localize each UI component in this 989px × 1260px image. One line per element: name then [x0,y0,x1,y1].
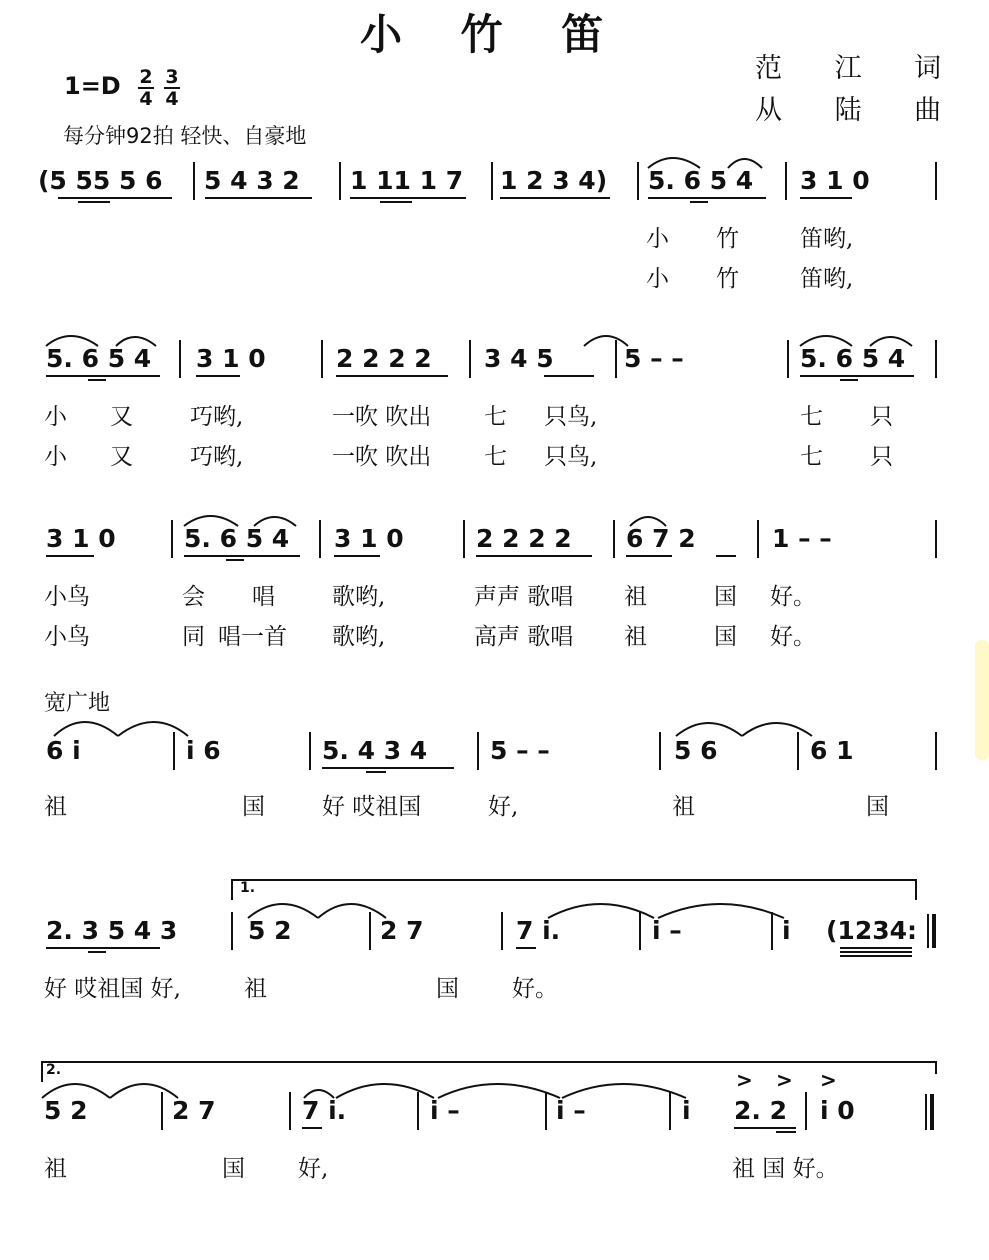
paper-stain [975,640,989,760]
lyric-s4-c: 好 哎祖国 [322,794,422,820]
lyric-s6-b: 国 [222,1156,245,1182]
measure-26-notes: 5 2 [248,916,292,945]
measure-11-notes: 5 – – [624,344,684,373]
lyric-s3-v2-g: 国 [714,624,737,650]
lyric-s3-v2-h: 好。 [770,624,816,650]
lyric-s4-a: 祖 [44,794,67,820]
lyric-s3-v1-e: 声声 歌唱 [474,584,574,610]
lyric-s1-v1-b: 竹 [716,226,739,252]
measure-18-notes: 1 – – [772,524,832,553]
lyric-s2-v2-f: 只鸟, [544,444,598,470]
lyric-s3-v1-a: 小鸟 [44,584,90,610]
lyric-s3-v1-h: 好。 [770,584,816,610]
lyric-s4-f: 国 [866,794,889,820]
lyric-s6-c: 好, [298,1156,329,1182]
measure-23-notes: 5 6 [674,736,718,765]
measure-29-notes: i – [652,916,682,945]
measure-2-notes: 5 4 3 2 [204,166,300,195]
lyric-s4-e: 祖 [672,794,695,820]
measure-36-notes: i [682,1096,691,1125]
lyric-s2-v1-d: 一吹 吹出 [332,404,432,430]
measure-12-notes: 5. 6 5 4 [800,344,906,373]
lyric-s2-v2-h: 只 [870,444,893,470]
lyric-s1-v2-a: 小 [646,266,669,292]
accent-mark-3: > [820,1068,837,1092]
lyric-s3-v1-d: 歌哟, [332,584,386,610]
measure-4-notes: 1 2 3 4) [500,166,608,195]
accent-mark-1: > [736,1068,753,1092]
lyric-s4-d: 好, [488,794,519,820]
composer-credit: 从 陆 曲 [755,95,964,126]
measure-22-notes: 5 – – [490,736,550,765]
meter1-top: 2 [139,66,153,88]
measure-21-notes: 5. 4 3 4 [322,736,428,765]
lyric-s2-v1-h: 只 [870,404,893,430]
measure-24-notes: 6 1 [810,736,854,765]
measure-37-notes: i 0 [820,1096,855,1125]
measure-3-notes: 1 11 1 7 [350,166,464,195]
measure-15-notes: 3 1 0 [334,524,404,553]
measure-34-notes: i – [430,1096,460,1125]
lyric-s2-v2-c: 巧哟, [190,444,244,470]
expression-marking: 宽广地 [44,691,111,716]
lyric-s1-v2-b: 竹 [716,266,739,292]
meter1-bottom: 4 [139,88,153,110]
lyric-s2-v2-d: 一吹 吹出 [332,444,432,470]
lyric-s2-v2-e: 七 [484,444,507,470]
measure-19-notes: 6 i [46,736,81,765]
lyric-s3-v1-g: 国 [714,584,737,610]
lyric-s3-v1-c: 唱 [252,584,275,610]
repeat-phrase: (1234: [826,916,918,945]
meter2-bottom: 4 [165,88,179,110]
lyric-s3-v2-e: 高声 歌唱 [474,624,574,650]
lyric-s2-v1-c: 巧哟, [190,404,244,430]
measure-28-notes: 7 i. [516,916,561,945]
lyric-s2-v1-g: 七 [800,404,823,430]
measure-25-notes: 2. 3 5 4 3 [46,916,178,945]
accent-mark-2: > [776,1068,793,1092]
lyric-s2-v1-a: 小 [44,404,67,430]
measure-5-notes: 5. 6 5 4 [648,166,754,195]
lyric-s2-v2-a: 小 [44,444,67,470]
lyric-s1-v2-c: 笛哟, [800,266,854,292]
measure-8-notes: 3 1 0 [196,344,266,373]
lyric-s3-v2-d: 歌哟, [332,624,386,650]
lyric-s4-b: 国 [242,794,265,820]
lyric-s6-a: 祖 [44,1156,67,1182]
measure-31-notes: 5 2 [44,1096,88,1125]
lyric-s3-v2-a: 小鸟 [44,624,90,650]
lyricist-credit: 范 江 词 [755,53,964,84]
lyric-s2-v2-g: 七 [800,444,823,470]
lyric-s3-v2-c: 唱一首 [218,624,287,650]
measure-30-notes: i [782,916,791,945]
measure-35-notes: i – [556,1096,586,1125]
ending-2-label: 2. [46,1062,62,1078]
lyric-s1-v1-a: 小 [646,226,669,252]
song-title: 小 竹 笛 [360,10,626,59]
meter2-top: 3 [165,66,179,88]
lyric-s3-v1-f: 祖 [624,584,647,610]
measure-6-notes: 3 1 0 [800,166,870,195]
tempo-marking: 每分钟92拍 轻快、自豪地 [63,124,307,148]
lyric-s1-v1-c: 笛哟, [800,226,854,252]
lyric-s6-d: 祖 国 好。 [732,1156,839,1182]
ending-1-label: 1. [240,880,256,896]
lyric-s3-v2-f: 祖 [624,624,647,650]
lyric-s2-v1-e: 七 [484,404,507,430]
key-signature: 1=D [64,72,121,100]
measure-7-notes: 5. 6 5 4 [46,344,152,373]
measure-32-notes: 2 7 [172,1096,216,1125]
measure-14-notes: 5. 6 5 4 [184,524,290,553]
lyric-s5-c: 国 [436,976,459,1002]
lyric-s3-v2-b: 同 [182,624,205,650]
measure-16-notes: 2 2 2 2 [476,524,572,553]
measure-13-notes: 3 1 0 [46,524,116,553]
measure-20-notes: i 6 [186,736,221,765]
lyric-s2-v1-b: 又 [110,404,133,430]
lyric-s3-v1-b: 会 [182,584,205,610]
lyric-s2-v1-f: 只鸟, [544,404,598,430]
lyric-s5-a: 好 哎祖国 好, [44,976,181,1002]
lyric-s5-d: 好。 [512,976,558,1002]
measure-17-notes: 6 7 2 [626,524,696,553]
measure-36b-notes: 2. 2 [734,1096,787,1125]
measure-10-notes: 3 4 5 [484,344,554,373]
lyric-s5-b: 祖 [244,976,267,1002]
measure-27-notes: 2 7 [380,916,424,945]
measure-1-notes: (5 55 5 6 [38,166,163,195]
lyric-s2-v2-b: 又 [110,444,133,470]
measure-9-notes: 2 2 2 2 [336,344,432,373]
measure-33-notes: 7 i. [302,1096,347,1125]
